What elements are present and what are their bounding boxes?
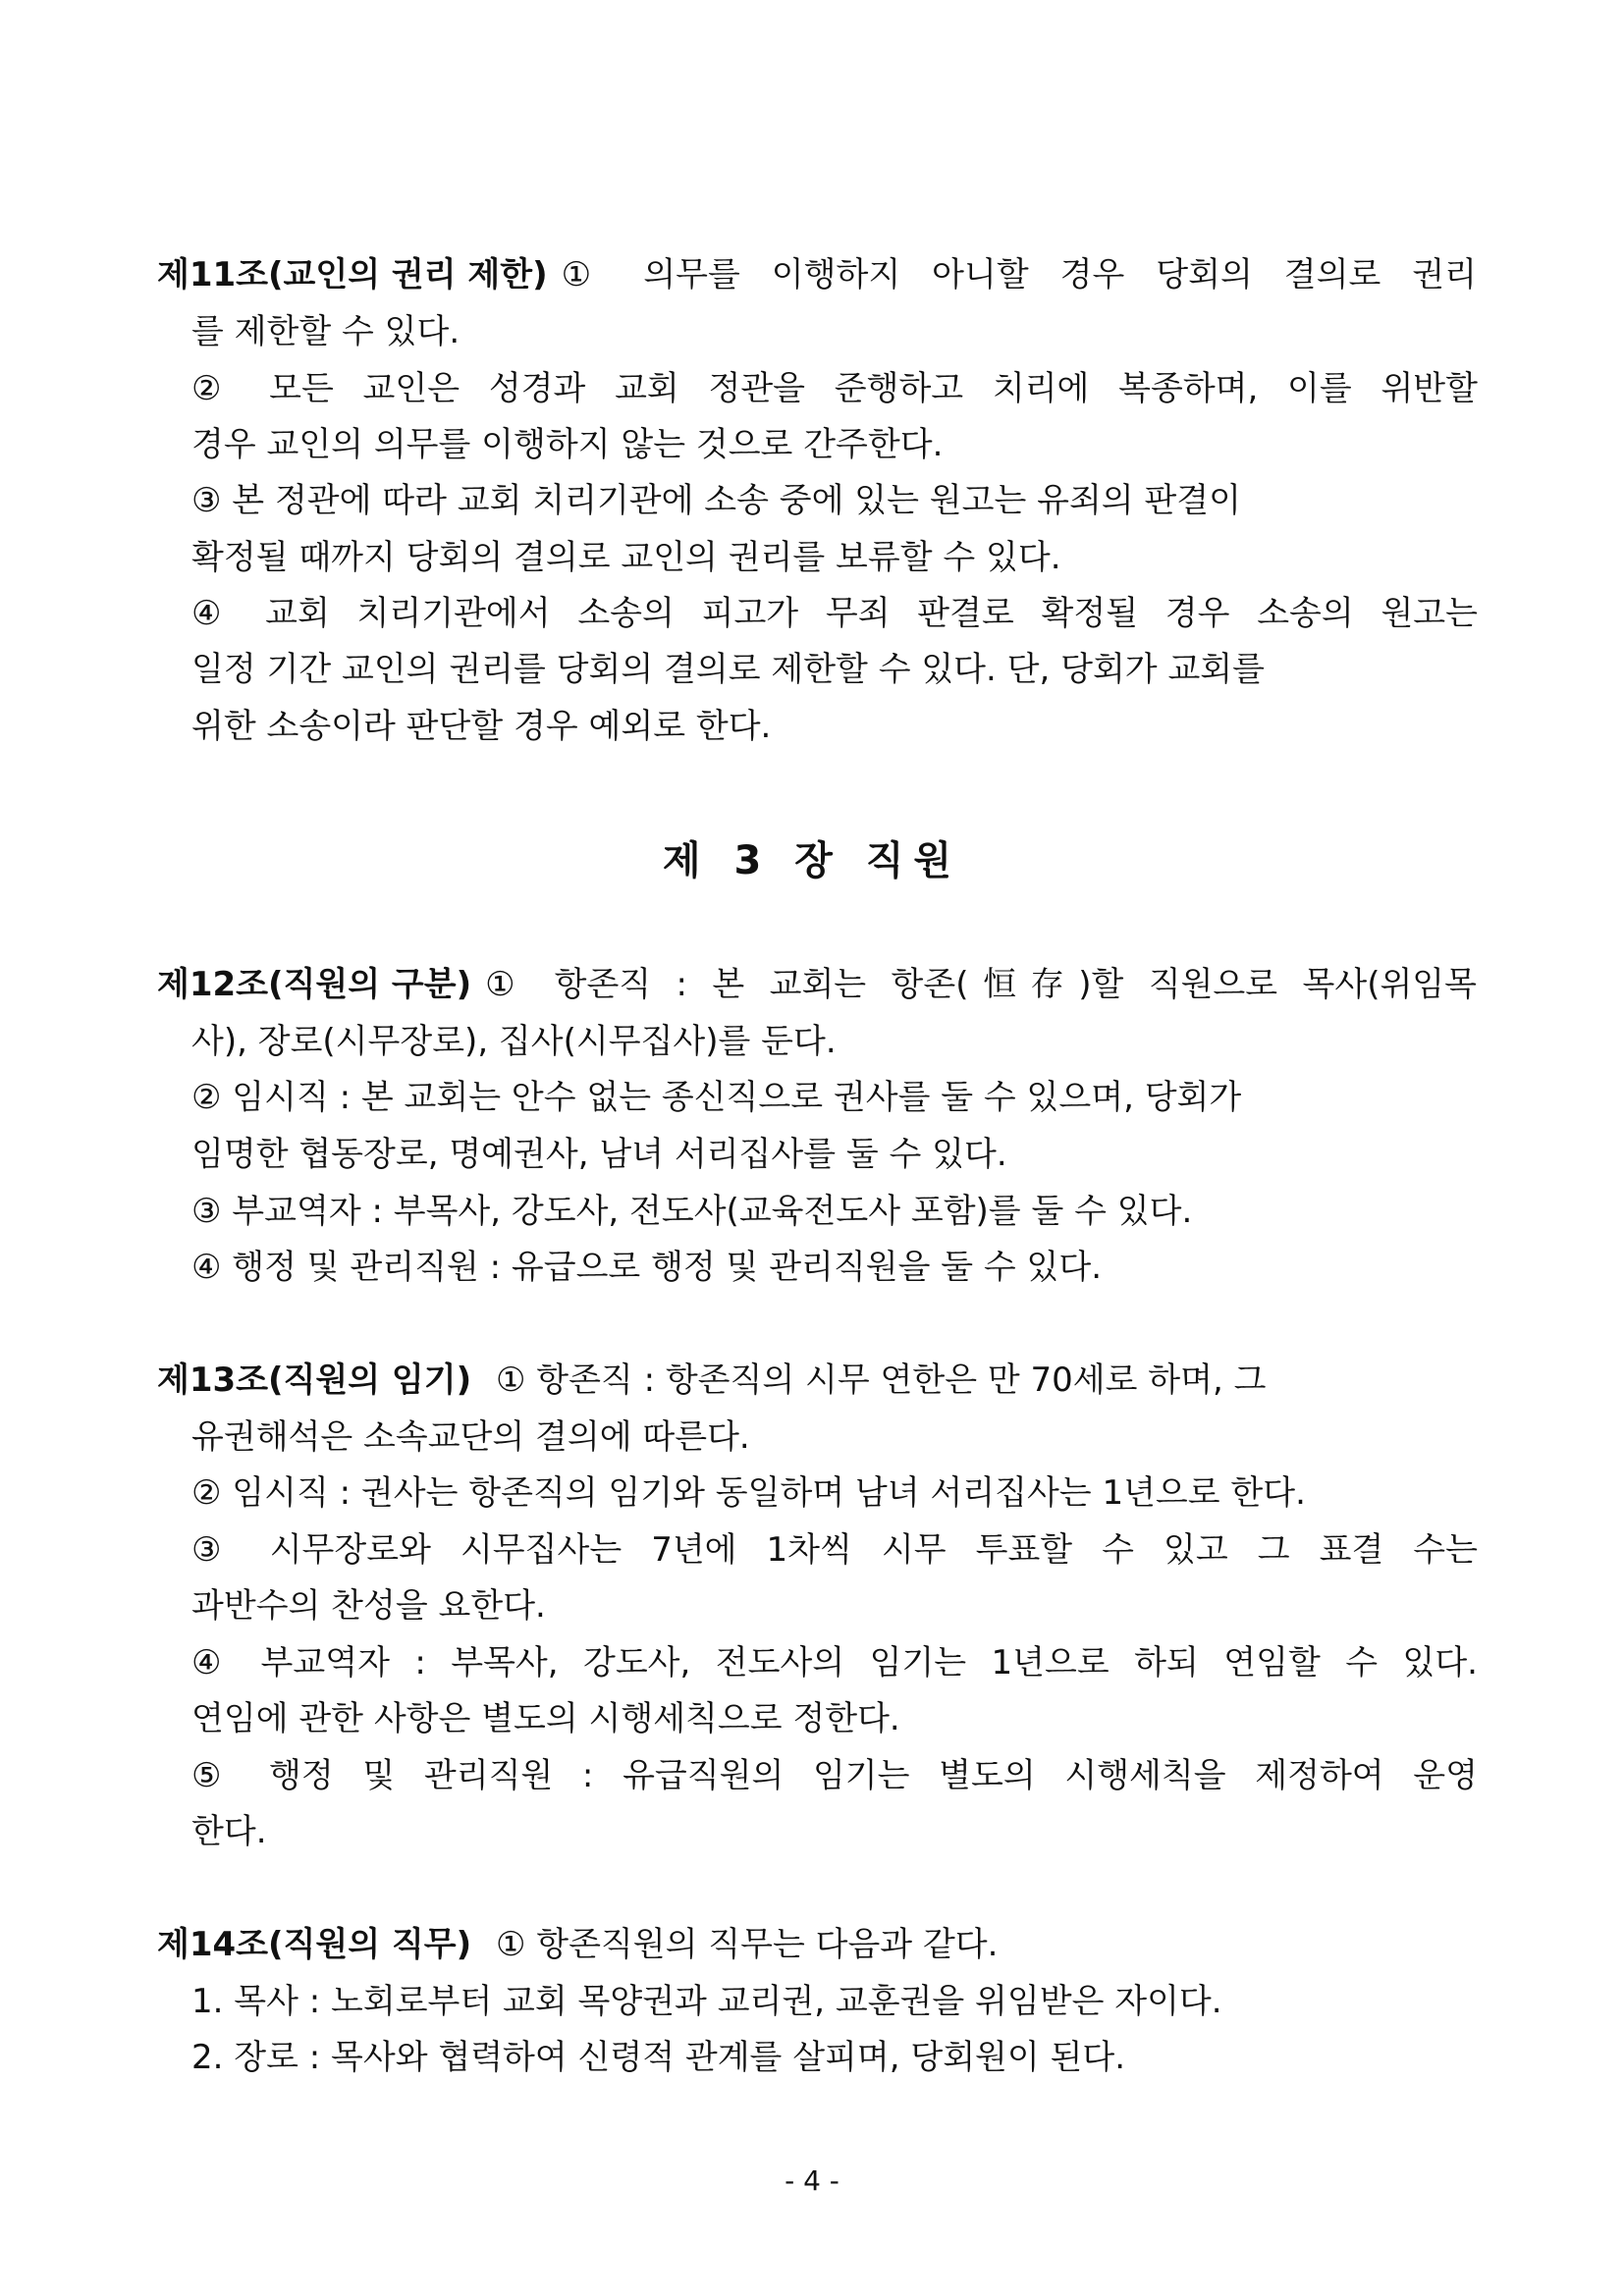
art13-line-6: ④ 부교역자 : 부목사, 강도사, 전도사의 임기는 1년으로 하되 연임할 수 있다. <box>191 1643 1478 1682</box>
art13-line-8: ⑤ 행정 및 관리직원 : 유급직원의 임기는 별도의 시행세칙을 제정하여 운영 <box>191 1756 1478 1795</box>
art12-line-2: 사), 장로(시무장로), 집사(시무집사)를 둔다. <box>191 1022 837 1061</box>
art13-line-3: ② 임시직 : 권사는 항존직의 임기와 동일하며 남녀 서리집사는 1년으로 한다. <box>191 1473 1306 1513</box>
art11-line-4: 경우 교인의 의무를 이행하지 않는 것으로 간주한다. <box>191 425 944 464</box>
art14-text: ① 항존직원의 직무는 다음과 같다. <box>495 1925 999 1964</box>
art13-line-9: 한다. <box>191 1812 267 1851</box>
art12-line-6: ④ 행정 및 관리직원 : 유급으로 행정 및 관리직원을 둘 수 있다. <box>191 1248 1103 1287</box>
art11-line-8: 일정 기간 교인의 권리를 당회의 결의로 제한할 수 있다. 단, 당회가 교회를 <box>191 650 1265 689</box>
art14-line-2: 1. 목사 : 노회로부터 교회 목양권과 교리권, 교훈권을 위임받은 자이다. <box>191 1982 1222 2021</box>
art11-line-6: 확정될 때까지 당회의 결의로 교인의 권리를 보류할 수 있다. <box>191 538 1061 577</box>
art12-line-5: ③ 부교역자 : 부목사, 강도사, 전도사(교육전도사 포함)를 둘 수 있다. <box>191 1192 1193 1231</box>
art11-line-9: 위한 소송이라 판단할 경우 예외로 한다. <box>191 707 772 746</box>
art12-text: ① 항존직 : 본 교회는 항존(恒存)할 직원으로 목사(위임목 <box>485 965 1477 1004</box>
art14-line-1 <box>157 1917 998 1972</box>
art11-line-3: ② 모든 교인은 성경과 교회 정관을 준행하고 치리에 복종하며, 이를 위반할 <box>191 369 1478 408</box>
art12-heading: 제12조(직원의 구분) <box>157 965 472 1004</box>
art13-text: ① 항존직 : 항존직의 시무 연한은 만 70세로 하며, 그 <box>495 1361 1267 1400</box>
art14-line-3: 2. 장로 : 목사와 협력하여 신령적 관계를 살피며, 당회원이 된다. <box>191 2038 1126 2077</box>
art13-line-4: ③ 시무장로와 시무집사는 7년에 1차씩 시무 투표할 수 있고 그 표결 수는 <box>191 1530 1478 1570</box>
art12-line-4: 임명한 협동장로, 명예권사, 남녀 서리집사를 둘 수 있다. <box>191 1135 1007 1174</box>
art13-line-1 <box>157 1353 1266 1408</box>
art12-line-3: ② 임시직 : 본 교회는 안수 없는 종신직으로 권사를 둘 수 있으며, 당회가 <box>191 1078 1242 1117</box>
art12-line-1 <box>0 957 1624 1012</box>
art14-heading: 제14조(직원의 직무) <box>157 1925 472 1964</box>
page-number: - 4 - <box>785 2164 839 2197</box>
art11-text: ① 의무를 이행하지 아니할 경우 당회의 결의로 권리 <box>561 255 1477 294</box>
art11-line-5: ③ 본 정관에 따라 교회 치리기관에 소송 중에 있는 원고는 유죄의 판결이 <box>191 481 1241 520</box>
art11-line-2: 를 제한할 수 있다. <box>191 312 460 351</box>
art13-line-2: 유권해석은 소속교단의 결의에 따른다. <box>191 1417 750 1457</box>
art11-line-1 <box>0 247 1624 302</box>
art11-heading: 제11조(교인의 권리 제한) <box>157 255 548 294</box>
chapter-title: 제 3 장 직원 <box>662 838 962 883</box>
art13-line-7: 연임에 관한 사항은 별도의 시행세칙으로 정한다. <box>191 1699 900 1738</box>
art11-line-7: ④ 교회 치리기관에서 소송의 피고가 무죄 판결로 확정될 경우 소송의 원고는 <box>191 594 1478 633</box>
art13-line-5: 과반수의 찬성을 요한다. <box>191 1586 546 1626</box>
art13-heading: 제13조(직원의 임기) <box>157 1361 472 1400</box>
